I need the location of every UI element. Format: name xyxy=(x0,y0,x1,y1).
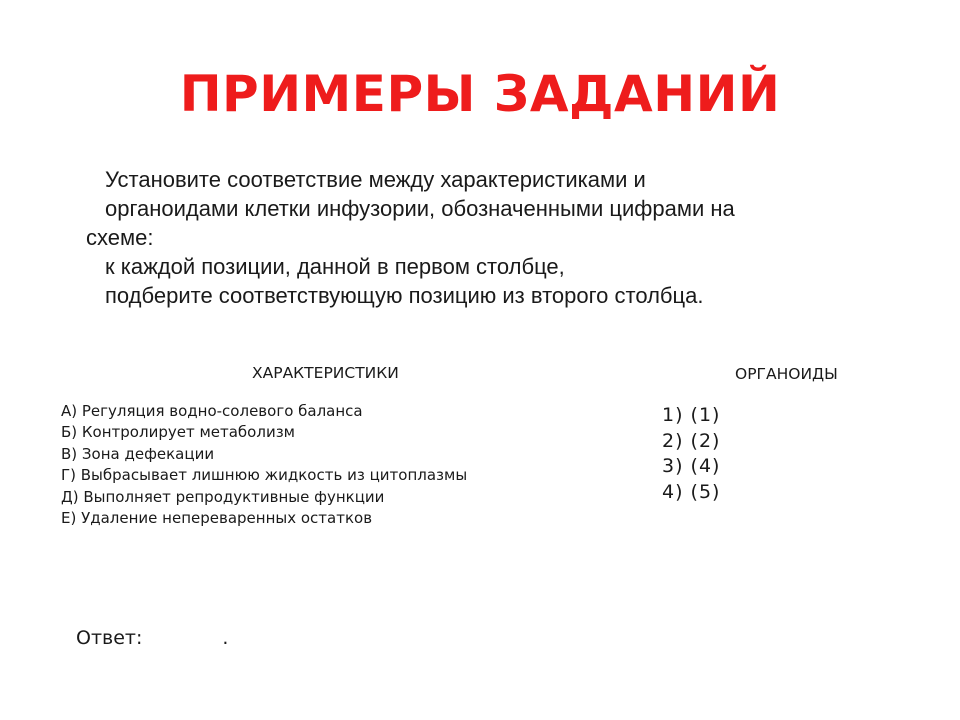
list-item: Е) Удаление непереваренных остатков xyxy=(61,509,373,528)
list-item: Г) Выбрасывает лишнюю жидкость из цитоплазмы xyxy=(61,466,468,485)
task-line: подберите соответствующую позицию из второго столбца. xyxy=(105,283,704,308)
characteristics-list xyxy=(61,401,467,529)
list-item: 4) (5) xyxy=(662,480,721,503)
task-line: Установите соответствие между характеристиками и xyxy=(105,167,646,192)
list-item: Б) Контролирует метаболизм xyxy=(61,423,295,442)
task-line: схеме: xyxy=(86,225,154,250)
task-line: органоидами клетки инфузории, обозначенными цифрами на xyxy=(105,196,735,221)
characteristics-header: ХАРАКТЕРИСТИКИ xyxy=(252,364,399,382)
answer-end: . xyxy=(222,627,229,649)
list-item: В) Зона дефекации xyxy=(61,444,215,463)
list-item: 1) (1) xyxy=(662,404,721,426)
list-item: 3) (4) xyxy=(662,455,721,477)
organoids-list xyxy=(662,403,720,505)
answer-line xyxy=(76,627,228,649)
list-item: А) Регуляция водно-солевого баланса xyxy=(61,402,363,420)
slide-title: ПРИМЕРЫ ЗАДАНИЙ xyxy=(179,65,781,123)
organoids-header: ОРГАНОИДЫ xyxy=(735,365,838,383)
list-item: 2) (2) xyxy=(662,429,721,452)
task-text xyxy=(86,165,826,310)
answer-label: Ответ: xyxy=(76,627,143,649)
task-line: к каждой позиции, данной в первом столбце, xyxy=(105,254,565,279)
list-item: Д) Выполняет репродуктивные функции xyxy=(61,487,385,506)
